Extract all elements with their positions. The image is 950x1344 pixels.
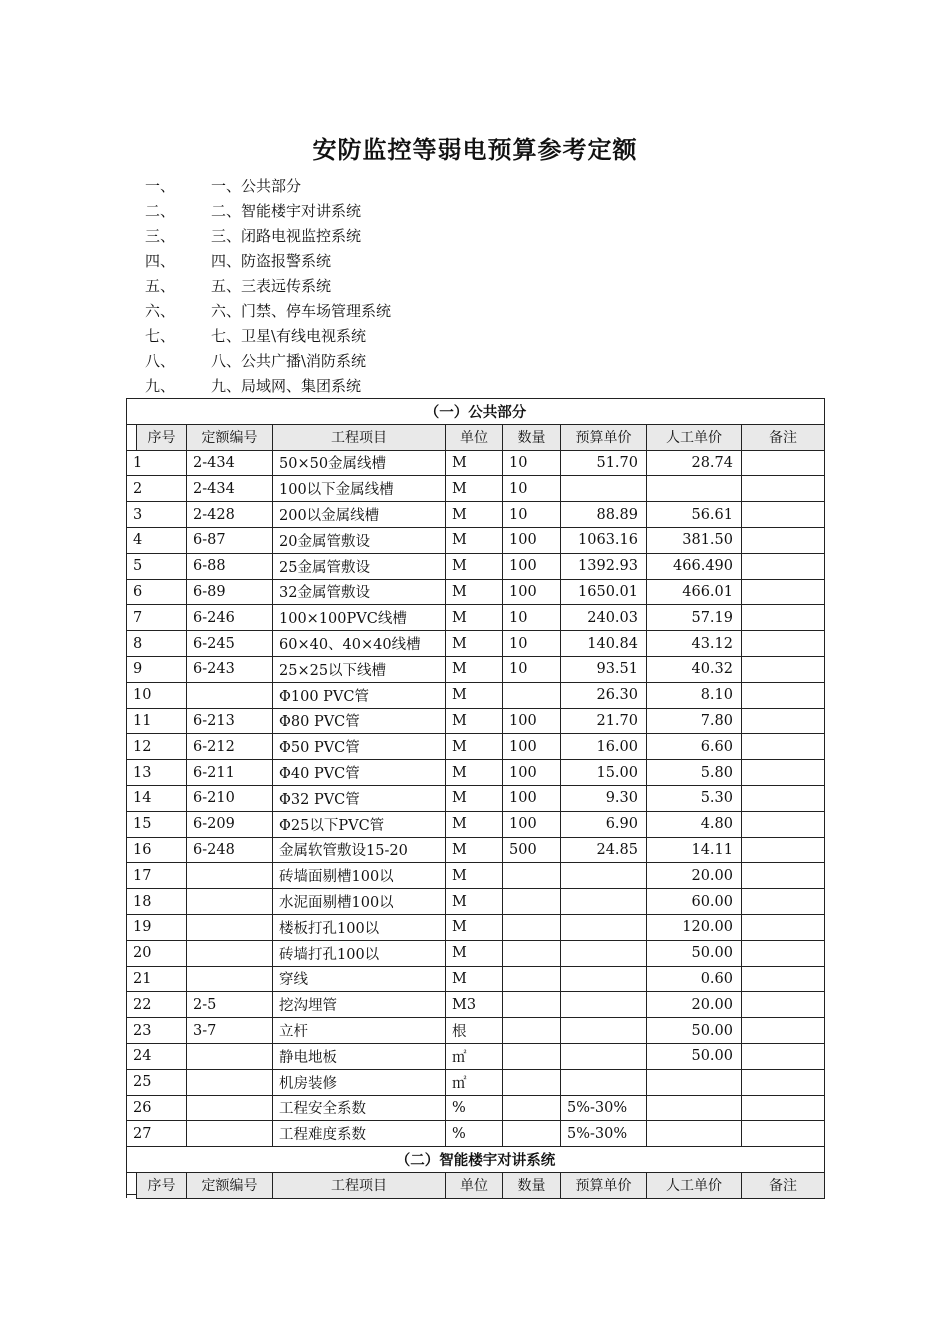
- table-cell: 3-7: [187, 1018, 273, 1044]
- table-cell: [503, 889, 561, 915]
- table-cell: 楼板打孔100以: [273, 914, 446, 940]
- table-cell: M: [446, 605, 503, 631]
- table-cell: 10: [503, 476, 561, 502]
- table-cell: 17: [127, 863, 187, 889]
- table-cell: 2-434: [187, 450, 273, 476]
- table-cell: [503, 914, 561, 940]
- table-row: [127, 553, 825, 579]
- table-cell: [187, 889, 273, 915]
- table-cell: [742, 682, 825, 708]
- table-cell: 100: [503, 785, 561, 811]
- table-cell: 120.00: [647, 914, 742, 940]
- table-cell: 60×40、40×40线槽: [273, 631, 446, 657]
- toc-item: [145, 324, 391, 349]
- toc-item-label: 九、局域网、集团系统: [211, 377, 362, 395]
- column-header: 数量: [503, 1172, 561, 1198]
- table-row: [127, 631, 825, 657]
- table-cell: 100: [503, 579, 561, 605]
- table-cell: Φ80 PVC管: [273, 708, 446, 734]
- table-cell: 15: [127, 811, 187, 837]
- toc-item-number: 二、: [145, 202, 176, 220]
- section-title: （一）公共部分: [127, 399, 825, 425]
- table-cell: 6-248: [187, 837, 273, 863]
- table-cell: 1063.16: [561, 527, 647, 553]
- table-cell: %: [446, 1121, 503, 1147]
- table-cell: [742, 1069, 825, 1095]
- table-cell: 金属软管敷设15-20: [273, 837, 446, 863]
- table-cell: 32金属管敷设: [273, 579, 446, 605]
- table-cell: 100: [503, 553, 561, 579]
- table-cell: [187, 1095, 273, 1121]
- column-header: 人工单价: [647, 424, 742, 450]
- table-cell: 6.90: [561, 811, 647, 837]
- table-cell: M: [446, 914, 503, 940]
- table-cell: 7.80: [647, 708, 742, 734]
- table-cell: 16.00: [561, 734, 647, 760]
- table-cell: [742, 450, 825, 476]
- table-cell: 9: [127, 656, 187, 682]
- table-cell: [742, 889, 825, 915]
- table-cell: 机房装修: [273, 1069, 446, 1095]
- table-cell: 100: [503, 527, 561, 553]
- table-cell: 93.51: [561, 656, 647, 682]
- table-cell: 140.84: [561, 631, 647, 657]
- table-row: [127, 579, 825, 605]
- table-row: [127, 605, 825, 631]
- table-cell: 工程难度系数: [273, 1121, 446, 1147]
- table-cell: 20.00: [647, 992, 742, 1018]
- table-cell: 50.00: [647, 1018, 742, 1044]
- table-cell: [742, 863, 825, 889]
- table-cell: [742, 476, 825, 502]
- table-cell: [561, 966, 647, 992]
- table-cell: M: [446, 579, 503, 605]
- table-cell: 静电地板: [273, 1043, 446, 1069]
- section-title: （二）智能楼宇对讲系统: [127, 1147, 825, 1173]
- table-row: [127, 734, 825, 760]
- table-cell: [742, 1095, 825, 1121]
- table-cell: [561, 889, 647, 915]
- table-row: [127, 863, 825, 889]
- table-cell: 6-243: [187, 656, 273, 682]
- column-header: 备注: [742, 424, 825, 450]
- table-cell: [742, 553, 825, 579]
- column-header: 工程项目: [273, 424, 446, 450]
- table-cell: 立杆: [273, 1018, 446, 1044]
- table-cell: M: [446, 476, 503, 502]
- table-cell: [503, 1095, 561, 1121]
- column-header: 序号: [137, 1172, 187, 1198]
- table-row: [127, 889, 825, 915]
- table-cell: 23: [127, 1018, 187, 1044]
- table-cell: M: [446, 631, 503, 657]
- toc-item: [145, 374, 391, 399]
- table-cell: 100: [503, 811, 561, 837]
- table-cell: [742, 502, 825, 528]
- table-cell: 100以下金属线槽: [273, 476, 446, 502]
- table-cell: [742, 1018, 825, 1044]
- table-cell: 6-212: [187, 734, 273, 760]
- table-cell: [503, 682, 561, 708]
- table-cell: M: [446, 811, 503, 837]
- table-cell: [503, 1121, 561, 1147]
- table-cell: 26: [127, 1095, 187, 1121]
- table-row: [127, 476, 825, 502]
- toc-item-number: 一、: [145, 177, 176, 195]
- toc-item-number: 八、: [145, 352, 176, 370]
- table-cell: 1392.93: [561, 553, 647, 579]
- table-row: [127, 1018, 825, 1044]
- table-cell: [742, 605, 825, 631]
- table-cell: 10: [503, 450, 561, 476]
- table-cell: M: [446, 682, 503, 708]
- table-cell: 25金属管敷设: [273, 553, 446, 579]
- table-cell: 6-213: [187, 708, 273, 734]
- table-cell: [187, 940, 273, 966]
- table-cell: [742, 837, 825, 863]
- toc-item-label: 三、闭路电视监控系统: [211, 227, 362, 245]
- table-cell: 56.61: [647, 502, 742, 528]
- table-cell: 15.00: [561, 760, 647, 786]
- column-header: 备注: [742, 1172, 825, 1198]
- table-cell: 10: [503, 656, 561, 682]
- table-cell: M: [446, 863, 503, 889]
- table-cell: [742, 527, 825, 553]
- toc-item-label: 七、卫星\有线电视系统: [211, 327, 367, 345]
- table-cell: [187, 966, 273, 992]
- table-cell: 24.85: [561, 837, 647, 863]
- table-cell: [503, 992, 561, 1018]
- table-cell: [503, 966, 561, 992]
- table-row: [127, 708, 825, 734]
- table-cell: [647, 1121, 742, 1147]
- table-cell: M: [446, 502, 503, 528]
- table-cell: 10: [503, 605, 561, 631]
- table-cell: M: [446, 889, 503, 915]
- column-header: 人工单价: [647, 1172, 742, 1198]
- table-cell: 砖墙打孔100以: [273, 940, 446, 966]
- table-cell: 240.03: [561, 605, 647, 631]
- table-cell: 466.490: [647, 553, 742, 579]
- table-cell: 88.89: [561, 502, 647, 528]
- table-cell: [742, 734, 825, 760]
- table-row: [127, 785, 825, 811]
- toc-item-number: 七、: [145, 327, 176, 345]
- table-cell: 10: [127, 682, 187, 708]
- toc-item: [145, 199, 391, 224]
- table-cell: [742, 966, 825, 992]
- toc-item-number: 六、: [145, 302, 176, 320]
- header-row: [127, 424, 825, 450]
- table-cell: M: [446, 527, 503, 553]
- table-cell: [187, 1121, 273, 1147]
- table-cell: 25: [127, 1069, 187, 1095]
- table-cell: 40.32: [647, 656, 742, 682]
- table-cell: M: [446, 940, 503, 966]
- table-cell: 5%-30%: [561, 1095, 647, 1121]
- table-cell: [647, 1095, 742, 1121]
- table-row: [127, 656, 825, 682]
- toc-item-label: 一、公共部分: [211, 177, 302, 195]
- table-cell: 20.00: [647, 863, 742, 889]
- table-cell: Φ50 PVC管: [273, 734, 446, 760]
- table-cell: [742, 631, 825, 657]
- table-cell: 8.10: [647, 682, 742, 708]
- table-cell: 20金属管敷设: [273, 527, 446, 553]
- table-cell: [503, 863, 561, 889]
- table-row: [127, 527, 825, 553]
- column-header: 定额编号: [187, 1172, 273, 1198]
- table-cell: [187, 1069, 273, 1095]
- toc-item-number: 九、: [145, 377, 176, 395]
- table-cell: 挖沟埋管: [273, 992, 446, 1018]
- table-cell: M: [446, 708, 503, 734]
- table-cell: 6.60: [647, 734, 742, 760]
- column-header: 单位: [446, 424, 503, 450]
- table-cell: 1: [127, 450, 187, 476]
- section-title-row: [127, 1147, 825, 1173]
- table-cell: 4.80: [647, 811, 742, 837]
- table-cell: 砖墙面剔槽100以: [273, 863, 446, 889]
- table-cell: [742, 992, 825, 1018]
- table-cell: 11: [127, 708, 187, 734]
- table-cell: [503, 1018, 561, 1044]
- table-cell: 2-434: [187, 476, 273, 502]
- table-row: [127, 1121, 825, 1147]
- table-cell: [503, 1043, 561, 1069]
- table-cell: 16: [127, 837, 187, 863]
- table-cell: 43.12: [647, 631, 742, 657]
- table-cell: 100×100PVC线槽: [273, 605, 446, 631]
- toc-item-number: 三、: [145, 227, 176, 245]
- table-cell: 466.01: [647, 579, 742, 605]
- table-cell: [561, 914, 647, 940]
- table-row: [127, 1043, 825, 1069]
- table-cell: [742, 1121, 825, 1147]
- table-cell: 6: [127, 579, 187, 605]
- toc-item-label: 二、智能楼宇对讲系统: [211, 202, 362, 220]
- table-row: [127, 760, 825, 786]
- table-cell: [187, 1043, 273, 1069]
- table-cell: [647, 1069, 742, 1095]
- table-cell: [742, 940, 825, 966]
- table-cell: [647, 476, 742, 502]
- column-header: 工程项目: [273, 1172, 446, 1198]
- toc-item-label: 四、防盗报警系统: [211, 252, 332, 270]
- table-cell: 6-87: [187, 527, 273, 553]
- table-cell: 14.11: [647, 837, 742, 863]
- budget-table: [126, 398, 825, 1199]
- table-cell: M3: [446, 992, 503, 1018]
- table-row: [127, 966, 825, 992]
- table-cell: [742, 579, 825, 605]
- section-title-row: [127, 399, 825, 425]
- table-cell: ㎡: [446, 1043, 503, 1069]
- table-cell: 26.30: [561, 682, 647, 708]
- column-header: 预算单价: [561, 424, 647, 450]
- table-cell: [742, 760, 825, 786]
- table-cell: 50×50金属线槽: [273, 450, 446, 476]
- table-cell: [561, 476, 647, 502]
- table-cell: [187, 863, 273, 889]
- table-cell: 4: [127, 527, 187, 553]
- table-cell: %: [446, 1095, 503, 1121]
- table-cell: 10: [503, 631, 561, 657]
- table-of-contents: [145, 174, 391, 399]
- table-cell: 14: [127, 785, 187, 811]
- table-cell: [742, 914, 825, 940]
- table-cell: 1650.01: [561, 579, 647, 605]
- table-cell: 穿线: [273, 966, 446, 992]
- table-row: [127, 502, 825, 528]
- table-cell: [561, 863, 647, 889]
- table-cell: 0.60: [647, 966, 742, 992]
- table-row: [127, 992, 825, 1018]
- toc-item-number: 四、: [145, 252, 176, 270]
- toc-item-label: 八、公共广播\消防系统: [211, 352, 367, 370]
- table-cell: [503, 940, 561, 966]
- table-cell: M: [446, 553, 503, 579]
- table-row: [127, 940, 825, 966]
- table-cell: 50.00: [647, 1043, 742, 1069]
- column-header: 序号: [137, 424, 187, 450]
- table-cell: [561, 1069, 647, 1095]
- table-cell: ㎡: [446, 1069, 503, 1095]
- toc-item: [145, 249, 391, 274]
- table-cell: Φ100 PVC管: [273, 682, 446, 708]
- table-cell: [561, 940, 647, 966]
- column-header: 数量: [503, 424, 561, 450]
- table-row: [127, 1095, 825, 1121]
- table-cell: 21.70: [561, 708, 647, 734]
- table-cell: 10: [503, 502, 561, 528]
- table-cell: 19: [127, 914, 187, 940]
- header-spacer: [127, 424, 137, 450]
- table-cell: Φ25以下PVC管: [273, 811, 446, 837]
- table-cell: [503, 1069, 561, 1095]
- table-cell: 6-246: [187, 605, 273, 631]
- table-cell: [742, 785, 825, 811]
- column-header: 预算单价: [561, 1172, 647, 1198]
- table-cell: 7: [127, 605, 187, 631]
- table-cell: M: [446, 966, 503, 992]
- table-cell: [742, 708, 825, 734]
- table-cell: Φ40 PVC管: [273, 760, 446, 786]
- toc-item: [145, 174, 391, 199]
- table-cell: [742, 656, 825, 682]
- header-row: [127, 1172, 825, 1198]
- table-cell: [742, 1043, 825, 1069]
- table-cell: 6-245: [187, 631, 273, 657]
- table-cell: [561, 992, 647, 1018]
- table-cell: 22: [127, 992, 187, 1018]
- table-cell: 27: [127, 1121, 187, 1147]
- table-cell: 5.30: [647, 785, 742, 811]
- toc-item-number: 五、: [145, 277, 176, 295]
- table-cell: M: [446, 450, 503, 476]
- toc-item: [145, 349, 391, 374]
- table-cell: [742, 811, 825, 837]
- column-header: 定额编号: [187, 424, 273, 450]
- table-cell: [561, 1018, 647, 1044]
- table-cell: 50.00: [647, 940, 742, 966]
- table-cell: 60.00: [647, 889, 742, 915]
- table-row: [127, 682, 825, 708]
- table-cell: 20: [127, 940, 187, 966]
- table-cell: [187, 914, 273, 940]
- table-cell: 200以金属线槽: [273, 502, 446, 528]
- toc-item: [145, 274, 391, 299]
- table-cell: 5: [127, 553, 187, 579]
- table-cell: Φ32 PVC管: [273, 785, 446, 811]
- table-cell: 500: [503, 837, 561, 863]
- table-cell: [561, 1043, 647, 1069]
- table-cell: 5.80: [647, 760, 742, 786]
- table-cell: 25×25以下线槽: [273, 656, 446, 682]
- table-cell: 100: [503, 708, 561, 734]
- table-cell: 3: [127, 502, 187, 528]
- table-row: [127, 914, 825, 940]
- table-cell: M: [446, 734, 503, 760]
- page-title: 安防监控等弱电预算参考定额: [312, 135, 638, 164]
- toc-item: [145, 224, 391, 249]
- table-cell: 工程安全系数: [273, 1095, 446, 1121]
- bottom-rule: [126, 1194, 136, 1195]
- table-cell: 6-211: [187, 760, 273, 786]
- table-cell: M: [446, 760, 503, 786]
- toc-item: [145, 299, 391, 324]
- table-cell: 12: [127, 734, 187, 760]
- table-cell: M: [446, 837, 503, 863]
- table-cell: 8: [127, 631, 187, 657]
- table-row: [127, 450, 825, 476]
- table-cell: 6-89: [187, 579, 273, 605]
- table-cell: 28.74: [647, 450, 742, 476]
- table-cell: 381.50: [647, 527, 742, 553]
- table-cell: 57.19: [647, 605, 742, 631]
- table-cell: 6-209: [187, 811, 273, 837]
- toc-item-label: 六、门禁、停车场管理系统: [211, 302, 392, 320]
- table-cell: 100: [503, 734, 561, 760]
- table-cell: 24: [127, 1043, 187, 1069]
- table-cell: 21: [127, 966, 187, 992]
- table-cell: 2-5: [187, 992, 273, 1018]
- table-cell: 根: [446, 1018, 503, 1044]
- table-cell: [187, 682, 273, 708]
- table-cell: 51.70: [561, 450, 647, 476]
- table-cell: 2-428: [187, 502, 273, 528]
- table-row: [127, 811, 825, 837]
- table-row: [127, 837, 825, 863]
- table-cell: 5%-30%: [561, 1121, 647, 1147]
- table-cell: 水泥面剔槽100以: [273, 889, 446, 915]
- table-cell: 2: [127, 476, 187, 502]
- table-row: [127, 1069, 825, 1095]
- table-cell: M: [446, 785, 503, 811]
- table-cell: 6-210: [187, 785, 273, 811]
- column-header: 单位: [446, 1172, 503, 1198]
- toc-item-label: 五、三表远传系统: [211, 277, 332, 295]
- table-cell: 9.30: [561, 785, 647, 811]
- table-cell: 13: [127, 760, 187, 786]
- table-cell: M: [446, 656, 503, 682]
- table-cell: 6-88: [187, 553, 273, 579]
- table-cell: 100: [503, 760, 561, 786]
- table-cell: 18: [127, 889, 187, 915]
